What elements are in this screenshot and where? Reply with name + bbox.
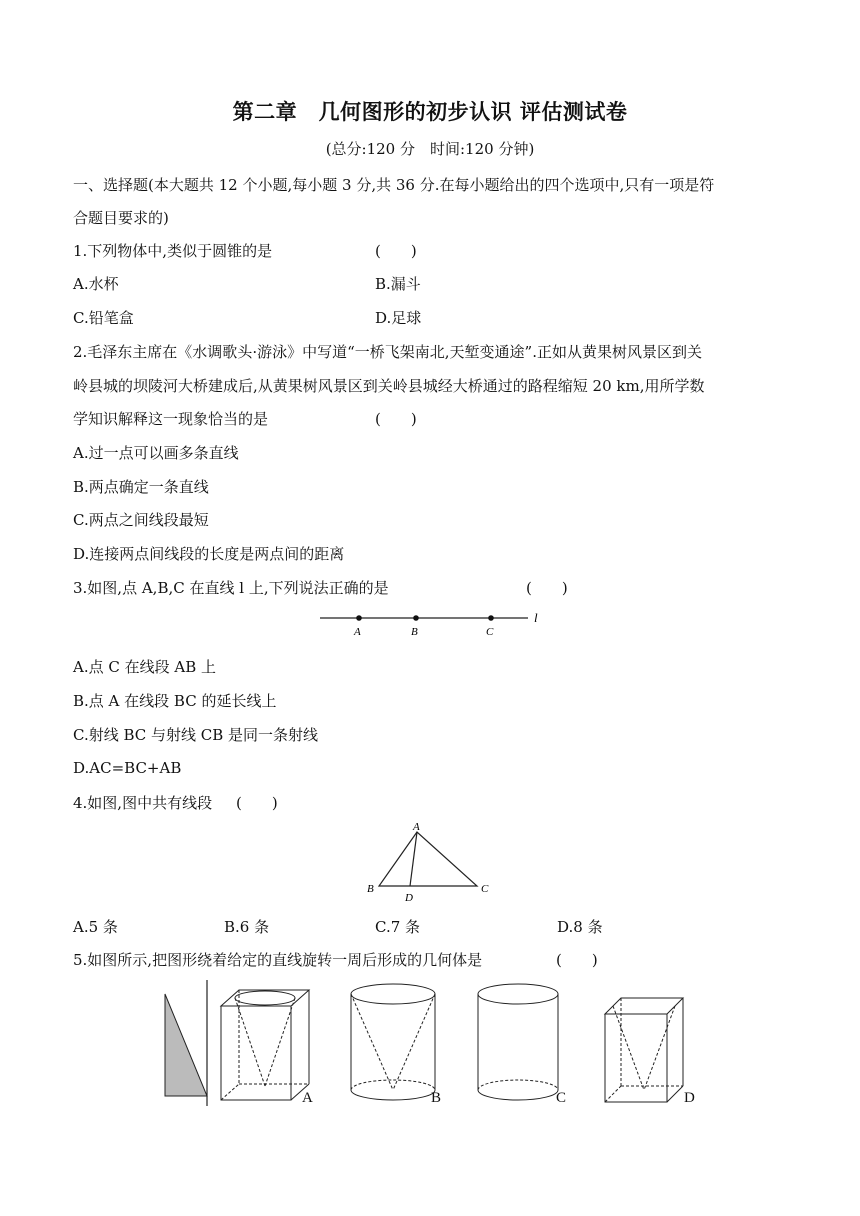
q1-option-c: C.铅笔盒 [73,309,134,327]
point-a-label: A [354,626,361,638]
point-b-dot [413,615,419,621]
q2-stem-line1: 2.毛泽东主席在《水调歌头·游泳》中写道“一桥飞架南北,天堑变通途”.正如从黄果树风景区到关 [73,343,702,361]
vertex-b-label: B [367,883,374,895]
page-title: 第二章 几何图形的初步认识 评估测试卷 [232,100,628,124]
section-heading-line2: 合题目要求的) [73,209,169,227]
option-a-label: A [302,1090,313,1106]
q2-stem-line3: 学知识解释这一现象恰当的是 [73,410,269,428]
q3-stem: 3.如图,点 A,B,C 在直线 l 上,下列说法正确的是 [73,579,389,597]
q1-answer-bracket: ( ) [375,242,417,260]
option-d-figure [605,998,695,1106]
q2-answer-bracket: ( ) [375,410,417,428]
line-l-label: l [534,610,538,625]
q1-stem: 1.下列物体中,类似于圆锥的是 [73,242,273,260]
option-b-label: B [431,1090,442,1106]
page-subtitle: (总分:120 分 时间:120 分钟) [325,140,535,158]
q3-answer-bracket: ( ) [526,579,568,597]
q5-answer-bracket: ( ) [556,951,598,969]
section-heading-line1: 一、选择题(本大题共 12 个小题,每小题 3 分,共 36 分.在每小题给出的四个选项中,只有一项是符 [73,176,715,194]
option-c-figure [478,984,566,1106]
point-c-label: C [486,626,494,638]
q4-option-c: C.7 条 [375,918,421,936]
q3-option-d: D.AC=BC+AB [73,759,182,777]
q3-option-a: A.点 C 在线段 AB 上 [73,658,217,676]
shaded-triangle [165,994,207,1096]
q5-figures [155,978,715,1113]
rotating-triangle-figure [165,980,207,1106]
option-d-label: D [684,1090,695,1106]
q4-option-b: B.6 条 [224,918,270,936]
vertex-a-label: A [413,821,420,833]
q4-triangle-figure [365,820,500,905]
q4-option-d: D.8 条 [557,918,603,936]
q5-stem: 5.如图所示,把图形绕着给定的直线旋转一周后形成的几何体是 [73,951,483,969]
option-b-figure [351,984,441,1106]
point-b-label: B [411,626,418,638]
q1-option-a: A.水杯 [73,275,119,293]
q4-answer-bracket: ( ) [236,794,278,812]
q2-option-c: C.两点之间线段最短 [73,511,209,529]
vertex-c-label: C [481,883,489,895]
q2-stem-line2: 岭县城的坝陵河大桥建成后,从黄果树风景区到关岭县城经大桥通过的路程缩短 20 km,用所学数 [73,377,705,395]
q2-option-d: D.连接两点间线段的长度是两点间的距离 [73,545,345,563]
point-c-dot [488,615,494,621]
option-c-label: C [556,1090,567,1106]
q2-option-b: B.两点确定一条直线 [73,478,209,496]
q3-option-b: B.点 A 在线段 BC 的延长线上 [73,692,277,710]
q1-option-b: B.漏斗 [375,275,421,293]
point-a-dot [356,615,362,621]
q4-stem: 4.如图,图中共有线段 [73,794,213,812]
q2-option-a: A.过一点可以画多条直线 [73,444,239,462]
q1-option-d: D.足球 [375,309,422,327]
point-d-label: D [405,892,413,904]
q3-option-c: C.射线 BC 与射线 CB 是同一条射线 [73,726,319,744]
q3-line-figure [318,608,548,640]
option-a-figure [221,990,313,1106]
triangle-abc [379,832,477,886]
q4-option-a: A.5 条 [73,918,118,936]
